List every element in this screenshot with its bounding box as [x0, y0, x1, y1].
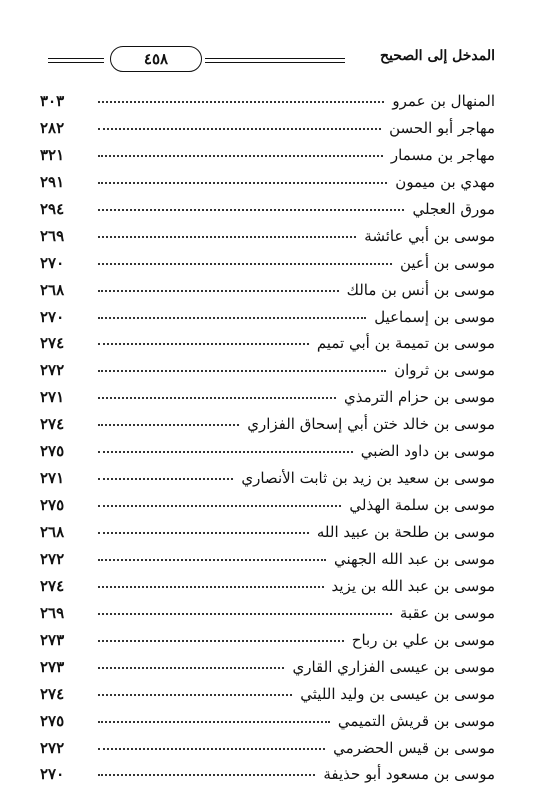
entry-page: ٢٧٥: [40, 711, 65, 730]
index-entry: [40, 765, 495, 792]
entry-name: مورق العجلي: [412, 199, 495, 218]
entry-page: ٢٦٨: [40, 280, 65, 299]
index-entry: [40, 334, 495, 361]
index-entry: [40, 469, 495, 496]
entry-page: ٣٠٣: [40, 92, 65, 110]
entry-page: ٢٧٠: [40, 307, 65, 326]
entry-name: موسى بن تميمة بن أبي تميم: [316, 334, 495, 353]
entry-page: ٢٧٠: [40, 253, 65, 272]
entry-name: موسى بن أنس بن مالك: [346, 280, 495, 299]
page-header: [40, 36, 495, 80]
index-entry: [40, 685, 495, 712]
entry-name: موسى بن عيسى الفزاري القاري: [292, 657, 495, 676]
dot-leader: [98, 307, 366, 319]
dot-leader: [98, 199, 404, 211]
running-title: المدخل إلى الصحيح: [379, 48, 495, 64]
index-entry: [40, 92, 495, 119]
index-entry: [40, 604, 495, 631]
entry-page: ٣٢١: [40, 145, 65, 164]
index-entry: [40, 254, 495, 281]
entry-page: ٢٧١: [40, 388, 65, 407]
entry-name: موسى بن طلحة بن عبيد الله: [316, 523, 495, 541]
entry-page: ٢٧٤: [40, 334, 65, 353]
dot-leader: [98, 657, 284, 669]
dot-leader: [98, 280, 339, 292]
entry-name: موسى بن عيسى بن وليد الليثي: [300, 684, 495, 703]
entry-name: مهاجر أبو الحسن: [389, 118, 495, 137]
entry-name: موسى بن عقبة: [399, 603, 495, 622]
index-entry: [40, 415, 495, 442]
entry-name: مهدي بن ميمون: [395, 172, 495, 191]
header-rule-short: [48, 58, 104, 63]
index-entry: [40, 550, 495, 577]
index-entry: [40, 388, 495, 415]
entry-page: ٢٧٠: [40, 765, 65, 784]
entry-page: ٢٧٣: [40, 630, 65, 649]
entry-name: المنهال بن عمرو: [392, 92, 495, 110]
dot-leader: [98, 441, 353, 453]
header-rule: [205, 58, 345, 63]
dot-leader: [98, 91, 384, 103]
entry-page: ٢٦٩: [40, 226, 65, 245]
entry-name: موسى بن عبد الله بن يزيد: [331, 576, 495, 595]
index-entry: [40, 361, 495, 388]
entry-page: ٢٧٥: [40, 496, 65, 515]
entry-name: موسى بن سلمة الهذلي: [349, 496, 495, 515]
entry-name: موسى بن قريش التميمي: [337, 711, 495, 730]
dot-leader: [98, 603, 392, 615]
dot-leader: [98, 172, 387, 184]
dot-leader: [98, 360, 386, 372]
entry-page: ٢٩١: [40, 172, 65, 191]
entry-name: موسى بن أعين: [399, 253, 495, 272]
dot-leader: [98, 576, 324, 588]
entry-page: ٢٧٤: [40, 576, 65, 595]
dot-leader: [98, 522, 309, 534]
entry-name: موسى بن حزام الترمذي: [344, 388, 495, 407]
index-entry: [40, 442, 495, 469]
dot-leader: [98, 468, 233, 480]
index-entry: [40, 119, 495, 146]
entry-page: ٢٧٢: [40, 361, 65, 380]
dot-leader: [98, 226, 356, 238]
entry-name: موسى بن قيس الحضرمي: [333, 738, 495, 757]
entry-name: موسى بن عبد الله الجهني: [334, 549, 495, 568]
entry-page: ٢٧٢: [40, 549, 65, 568]
dot-leader: [98, 253, 392, 265]
entry-page: ٢٧٢: [40, 738, 65, 757]
entry-name: موسى بن مسعود أبو حذيفة: [323, 765, 495, 784]
entry-name: مهاجر بن مسمار: [390, 145, 495, 164]
index-entry: [40, 308, 495, 335]
entry-name: موسى بن خالد ختن أبي إسحاق الفزاري: [247, 415, 495, 434]
dot-leader: [98, 630, 344, 642]
dot-leader: [98, 145, 383, 157]
dot-leader: [98, 118, 381, 130]
index-entry: [40, 631, 495, 658]
dot-leader: [98, 549, 326, 561]
entry-name: موسى بن ثروان: [394, 361, 495, 380]
index-entry: [40, 200, 495, 227]
index-entry: [40, 523, 495, 550]
index-list: [40, 92, 495, 792]
entry-name: موسى بن علي بن رباح: [351, 630, 495, 649]
index-entry: [40, 227, 495, 254]
entry-page: ٢٨٢: [40, 118, 65, 137]
entry-name: موسى بن داود الضبي: [360, 442, 495, 461]
index-entry: [40, 173, 495, 200]
entry-page: ٢٧٤: [40, 415, 65, 434]
index-entry: [40, 496, 495, 523]
entry-page: ٢٦٩: [40, 603, 65, 622]
entry-name: موسى بن إسماعيل: [374, 307, 495, 326]
entry-page: ٢٧٤: [40, 684, 65, 703]
dot-leader: [98, 738, 325, 750]
entry-page: ٢٧٥: [40, 442, 65, 461]
entry-page: ٢٧١: [40, 469, 65, 488]
page-number: ٤٥٨: [143, 50, 169, 68]
dot-leader: [98, 684, 292, 696]
index-entry: [40, 739, 495, 766]
dot-leader: [98, 387, 336, 399]
entry-page: ٢٦٨: [40, 523, 65, 541]
index-entry: [40, 146, 495, 173]
dot-leader: [98, 333, 309, 345]
dot-leader: [98, 414, 239, 426]
dot-leader: [98, 711, 330, 723]
entry-name: موسى بن أبي عائشة: [364, 226, 495, 245]
index-entry: [40, 577, 495, 604]
entry-name: موسى بن سعيد بن زيد بن ثابت الأنصاري: [241, 469, 495, 488]
dot-leader: [98, 764, 315, 776]
index-entry: [40, 281, 495, 308]
page-number-badge: [110, 46, 202, 72]
entry-page: ٢٧٣: [40, 657, 65, 676]
index-entry: [40, 712, 495, 739]
index-entry: [40, 658, 495, 685]
entry-page: ٢٩٤: [40, 199, 65, 218]
dot-leader: [98, 495, 341, 507]
